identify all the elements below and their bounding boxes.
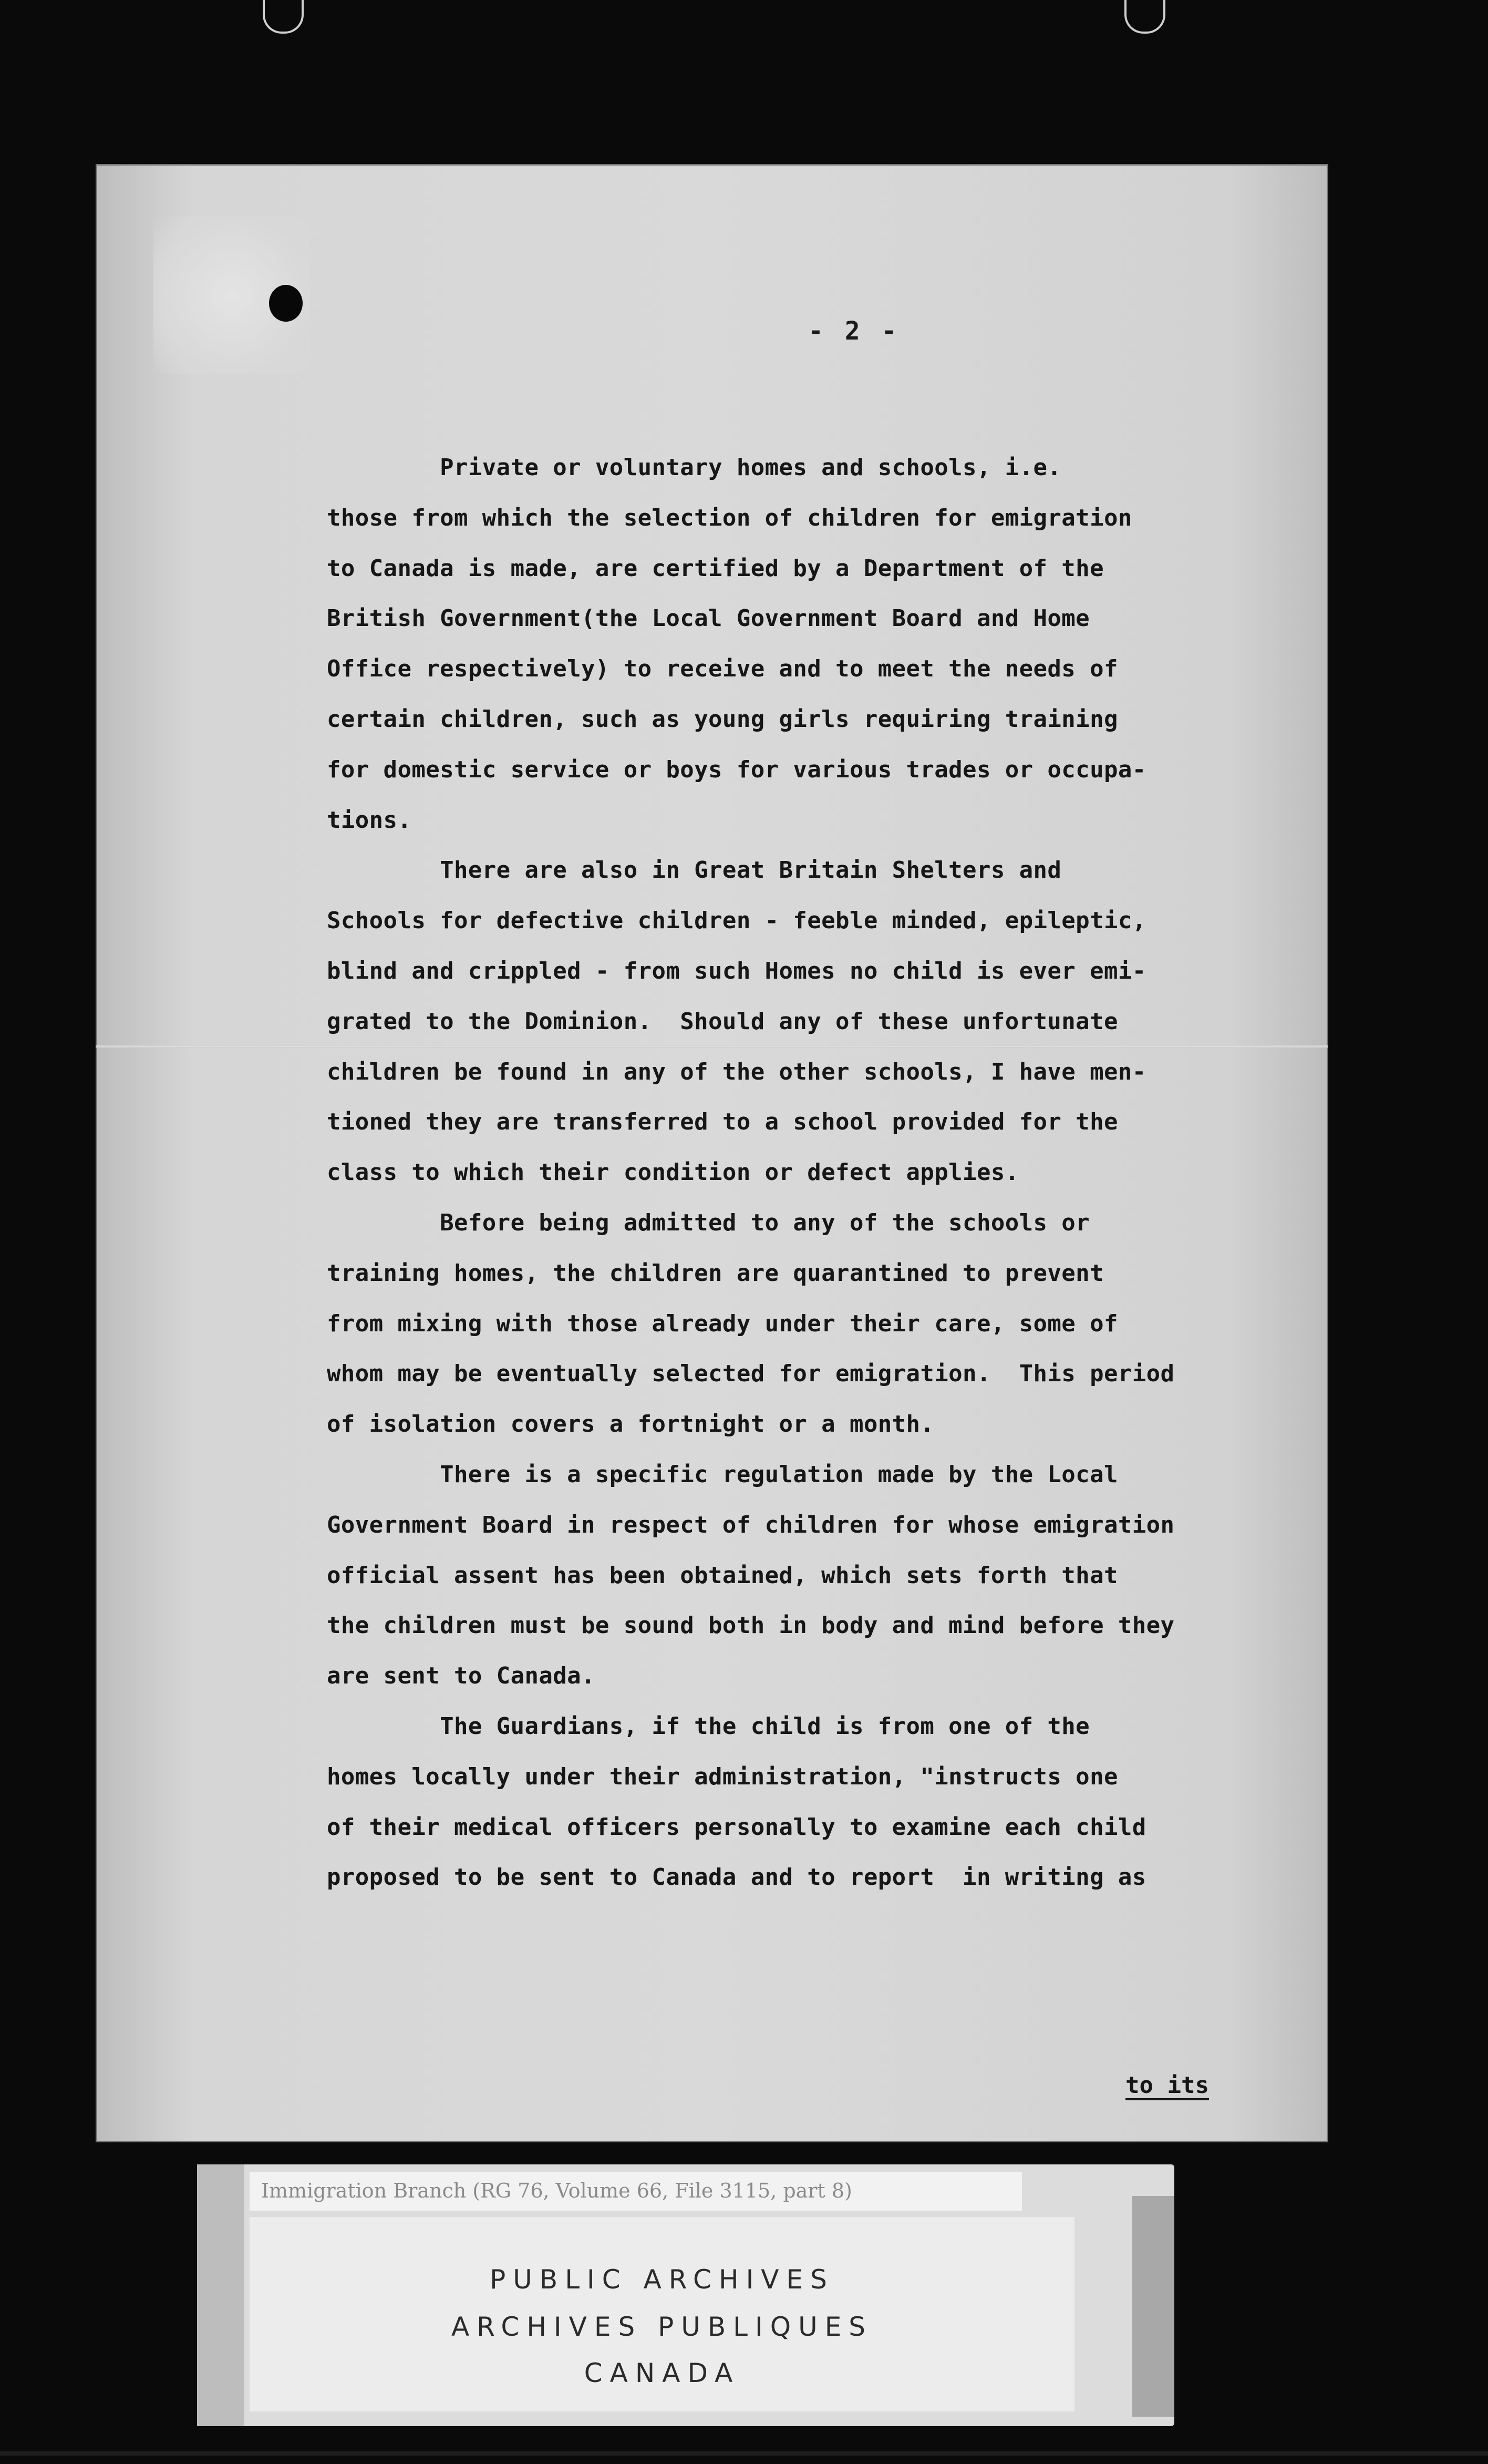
archive-stamp — [250, 2217, 1074, 2411]
reference-strip — [250, 2172, 1022, 2211]
document-page — [96, 164, 1328, 2142]
stamp-line-french: ARCHIVES PUBLIQUES — [451, 2312, 873, 2342]
card-shadow-left — [197, 2164, 244, 2426]
card-shadow-right — [1132, 2196, 1174, 2417]
paragraph-defective-children: There are also in Great Britain Shelters and Schools for defective children - feeble minded, epileptic, blind and crippled - from such Homes no child is ever emi- grated to the Dominion. Should any of these unfortunate children be found in any of the other schools, I have men- tioned they are transferred to a school provided for the class to which their condition or defect applies. — [327, 857, 1146, 1186]
paragraph-guardians: The Guardians, if the child is from one of the homes locally under their administration, "instructs one of their medical officers personally to examine each child proposed to be sent to Canada and to report in writing as — [327, 1712, 1146, 1891]
typed-body-text — [327, 443, 1328, 1903]
film-sprocket-mark-left — [263, 0, 304, 34]
archive-label-card — [197, 2164, 1174, 2426]
stamp-line-english: PUBLIC ARCHIVES — [490, 2264, 834, 2295]
film-sprocket-mark-right — [1124, 0, 1165, 34]
paragraph-quarantine: Before being admitted to any of the schools or training homes, the children are quarantined to prevent from mixing with those already under their care, some of whom may be eventually selected for emigration. This period of isolation covers a fortnight or a month. — [327, 1209, 1175, 1438]
stamp-line-country: CANADA — [584, 2358, 740, 2388]
punch-hole-icon — [269, 285, 303, 322]
paragraph-private-homes: Private or voluntary homes and schools, i.e. those from which the selection of children for emigration to Canada is made, are certified by a Department of the British Government(the Local Government Board and Home Office respectively) to receive and to meet the needs of certain children, such as young girls requiring training for domestic service or boys for various trades or occupa- tions. — [327, 454, 1146, 834]
archive-reference: Immigration Branch (RG 76, Volume 66, File 3115, part 8) — [261, 2179, 852, 2202]
film-bottom-edge — [0, 2451, 1488, 2456]
paragraph-regulation: There is a specific regulation made by the Local Government Board in respect of children for whose emigration official assent has been obtained, which sets forth that the children must be sound both in body and mind before they are sent to Canada. — [327, 1461, 1175, 1690]
continuation-catchword: to its — [1125, 2072, 1209, 2099]
page-number: - 2 - — [808, 316, 900, 346]
